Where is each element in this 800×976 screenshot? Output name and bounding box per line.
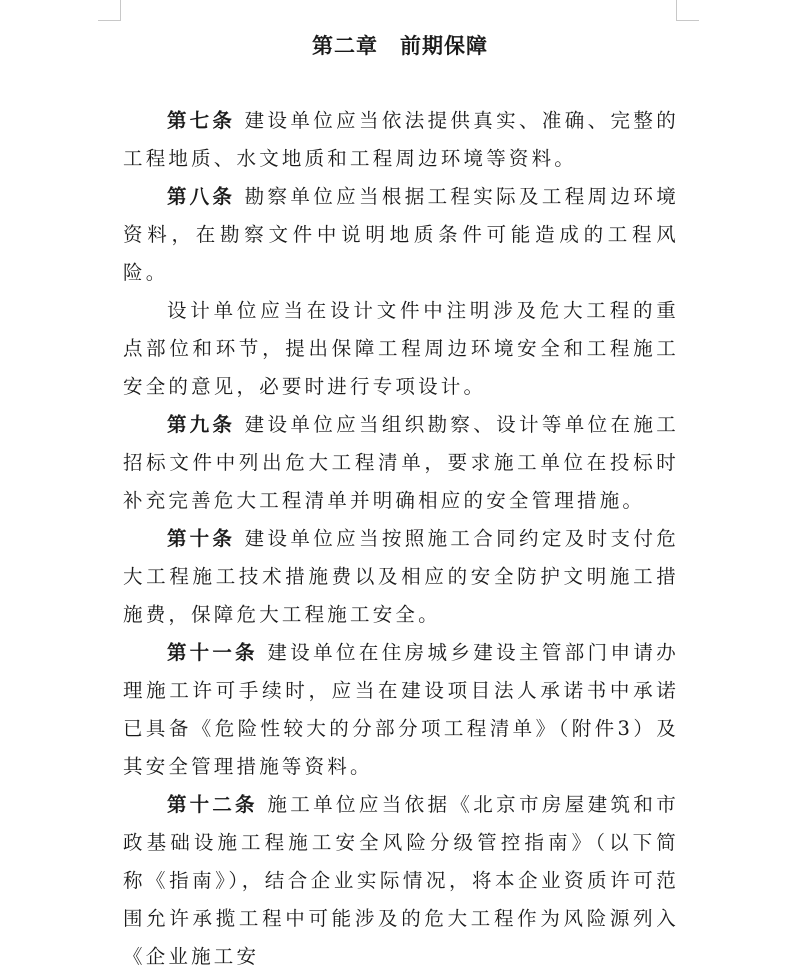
paragraph-article-12 [123, 786, 679, 976]
paragraph-article-7 [123, 102, 679, 178]
paragraph-text: 施工单位应当依据《北京市房屋建筑和市政基础设施工程施工安全风险分级管控指南》（以下简称《指南》），结合企业实际情况，将本企业资质许可范围允许承揽工程中可能涉及的危大工程作为风险源列入《企业施工安 [123, 793, 679, 968]
paragraph-text: 建设单位应当组织勘察、设计等单位在施工招标文件中列出危大工程清单，要求施工单位在投标时补充完善危大工程清单并明确相应的安全管理措施。 [123, 413, 679, 512]
article-number: 第十一条 [167, 641, 258, 664]
article-number: 第十条 [167, 527, 236, 550]
paragraph-article-9 [123, 406, 679, 520]
article-number: 第九条 [167, 413, 236, 436]
margin-corner-mark-right [676, 0, 699, 21]
paragraph-text: 设计单位应当在设计文件中注明涉及危大工程的重点部位和环节，提出保障工程周边环境安全和工程施工安全的意见，必要时进行专项设计。 [123, 299, 679, 398]
margin-corner-mark-left [98, 0, 121, 21]
paragraph-text: 勘察单位应当根据工程实际及工程周边环境资料，在勘察文件中说明地质条件可能造成的工程风险。 [123, 185, 679, 284]
chapter-title: 第二章 前期保障 [312, 34, 488, 58]
article-number: 第七条 [167, 109, 236, 132]
article-number: 第八条 [167, 185, 236, 208]
paragraph-text: 建设单位应当按照施工合同约定及时支付危大工程施工技术措施费以及相应的安全防护文明施工措施费，保障危大工程施工安全。 [123, 527, 679, 626]
paragraph-text: 建设单位应当依法提供真实、准确、完整的工程地质、水文地质和工程周边环境等资料。 [123, 109, 679, 170]
paragraph-article-10 [123, 520, 679, 634]
paragraph-article-11 [123, 634, 679, 786]
paragraph-design-unit [123, 292, 679, 406]
paragraph-text: 建设单位在住房城乡建设主管部门申请办理施工许可手续时，应当在建设项目法人承诺书中承诺已具备《危险性较大的分部分项工程清单》（附件3）及其安全管理措施等资料。 [123, 641, 679, 778]
paragraph-article-8 [123, 178, 679, 292]
article-number: 第十二条 [167, 793, 258, 816]
document-body [123, 102, 679, 976]
